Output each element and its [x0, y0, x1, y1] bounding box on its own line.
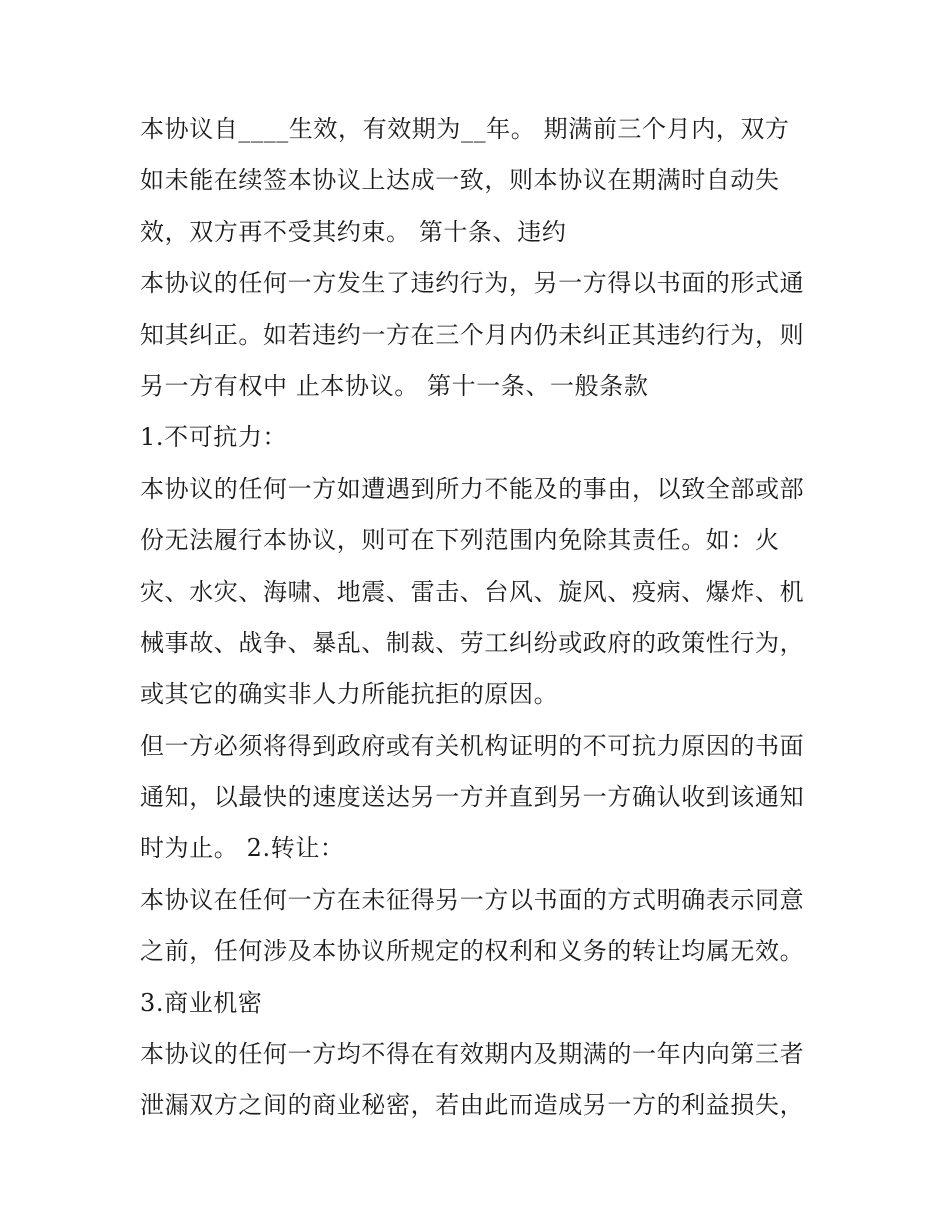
text-line: 如未能在续签本协议上达成一致，则本协议在期满时自动失	[140, 166, 780, 195]
text-line: 本协议在任何一方在未征得另一方以书面的方式明确表示同意	[140, 885, 805, 914]
text-line: 知其纠正。如若违约一方在三个月内仍未纠正其违约行为，则	[140, 320, 805, 349]
text-line: 灾、水灾、海啸、地震、雷击、台风、旋风、疫病、爆炸、机	[140, 577, 805, 606]
text-line: 械事故、战争、暴乱、制裁、劳工纠纷或政府的政策性行为，	[140, 628, 805, 657]
text-line: 但一方必须将得到政府或有关机构证明的不可抗力原因的书面	[140, 731, 805, 760]
section-heading: 3.商业机密	[140, 988, 263, 1017]
text-line: 泄漏双方之间的商业秘密，若由此而造成另一方的利益损失，	[140, 1091, 805, 1120]
text-line: 本协议的任何一方如遭遇到所力不能及的事由，以致全部或部	[140, 474, 805, 503]
text-line: 本协议自____生效，有效期为__年。 期满前三个月内，双方	[140, 115, 790, 143]
text-line: 时为止。 2.转让：	[140, 834, 345, 863]
document-body	[140, 104, 820, 1132]
text-line: 本协议的任何一方均不得在有效期内及期满的一年内向第三者	[140, 1040, 805, 1069]
text-line: 效，双方再不受其约束。 第十条、违约	[140, 217, 567, 246]
text-line: 另一方有权中 止本协议。 第十一条、一般条款	[140, 371, 649, 400]
text-line: 本协议的任何一方发生了违约行为，另一方得以书面的形式通	[140, 269, 805, 298]
text-line: 之前，任何涉及本协议所规定的权利和义务的转让均属无效。	[140, 937, 805, 966]
text-line: 或其它的确实非人力所能抗拒的原因。	[140, 680, 559, 709]
text-line: 通知，以最快的速度送达另一方并直到另一方确认收到该通知	[140, 783, 805, 812]
text-line: 份无法履行本协议，则可在下列范围内免除其责任。如：火	[140, 526, 780, 555]
section-heading: 1.不可抗力：	[140, 423, 288, 452]
